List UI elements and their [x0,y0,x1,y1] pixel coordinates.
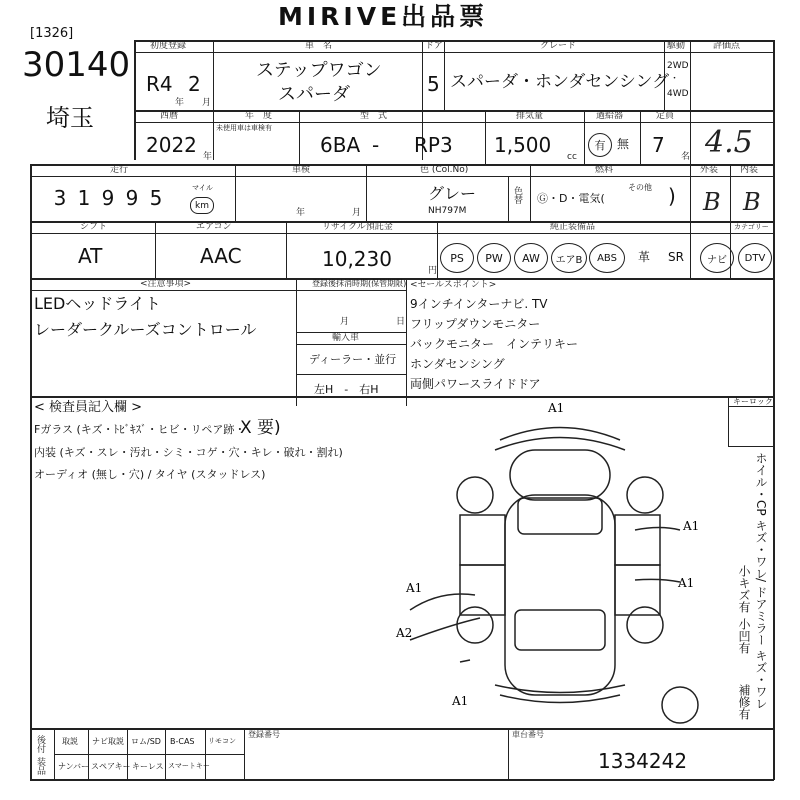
side-note-3: 小キズ有 [737,565,751,613]
hdr-sales: <セールスポイント> [410,280,497,290]
shift: AT [78,244,103,268]
hdr-keylock: キーロック [733,397,773,406]
mark-line [460,660,470,662]
hdr-notes: <注意事項> [140,279,192,289]
mark-line [635,528,680,531]
windshield [518,498,602,534]
color: グレー [428,184,477,203]
accessory-item: B-CAS [170,737,195,746]
mileage-digit: 9 [125,186,139,210]
hdr-recycle: リサイクル預託金 [322,222,393,232]
damage-mark: A1 [683,519,700,533]
interior-grade: B [743,188,761,216]
equip-pw: PW [477,243,511,273]
turbo-yes-circle: 有 [588,133,612,157]
mileage-digit: 3 [53,186,67,210]
equip-dtv: DTV [738,243,772,273]
notes-line2: レーダークルーズコントロール [34,320,257,339]
hdr-interior: 内装 [740,165,759,175]
grade: スパーダ・ホンダセンシング [450,72,670,92]
wheel-right-front [627,477,663,513]
first-reg-year: R4 [146,72,173,96]
mark-line [635,579,680,582]
exterior-grade: B [703,188,721,216]
hdr-inspection: 車検 [292,165,311,175]
sales-point: 両側パワースライドドア [410,377,541,391]
lot-bracket: [1326] [30,26,74,41]
lot-number: 30140 [22,45,131,85]
accessory-item: 取説 [62,737,78,746]
hdr-aircon: エアコン [196,222,232,232]
hdr-year-ad: 西暦 [160,111,179,121]
sales-point: バックモニター インテリキー [410,337,579,351]
hdr-model: 型 式 [360,111,388,121]
aircon: AAC [200,244,242,268]
rear-bumper [500,695,620,703]
doors: 5 [427,72,440,96]
capacity: 7 [652,133,665,157]
year-label: 年 [175,98,185,108]
year-ad: 2022 [146,133,197,157]
fuel-close: ) [668,184,676,208]
hdr-car-name: 車 名 [305,41,333,51]
damage-mark: A1 [678,576,695,590]
car-diagram [396,400,720,730]
hdr-exterior: 外装 [700,165,719,175]
drive-2wd: 2WD [667,61,689,71]
hdr-year-model: 年 度 [245,111,273,121]
yen-label: 円 [428,266,438,276]
accessory-item: ナンバー [58,762,90,771]
hdr-category: カテゴリー [734,223,769,231]
mileage-digits [48,186,168,210]
notes-line1: LEDヘッドライト [34,294,161,313]
sales-point: ホンダセンシング [410,357,505,371]
accessory-item: スペアキー [91,762,131,771]
glass-mark: X 要) [240,418,281,438]
wheel-right-rear [627,607,663,643]
cc-label: cc [567,152,577,162]
sales-point: フリップダウンモニター [410,317,541,331]
fuel-options: Ⓖ・D・電気( [537,192,605,205]
turbo-no: 無 [617,137,630,151]
equip-ps: PS [440,243,474,273]
side-note-2: / ドアミラー キズ・ワレ [754,578,768,710]
reg-month: 月 [340,317,350,327]
first-reg-month: 2 [188,72,201,96]
accessory-item: リモコン [208,737,236,745]
hdr-doors: ドア [425,41,443,51]
hdr-drive: 駆動 [667,41,686,51]
door-left-rear [460,565,505,615]
model-dash: - [372,133,380,157]
hdr-capacity: 定員 [656,111,675,121]
drive-4wd: 4WD [667,89,689,99]
hdr-rating: 評価点 [713,41,741,51]
audio-line: オーディオ (無し・穴) / タイヤ (スタッドレス) [34,468,266,481]
dealer-parallel: ディーラー・並行 [309,353,397,366]
equip-navi: ナビ [700,243,734,273]
side-note-1: ホイル・CP キズ・ワレ [754,452,768,580]
damage-mark: A1 [406,581,423,595]
color-code: NH797M [428,206,467,216]
hdr-displacement: 排気量 [516,111,544,121]
displacement: 1,500 [494,133,552,157]
front-bumper [495,438,625,451]
side-note-5: 補修有 [737,684,751,720]
accessory-item: キーレス [132,762,164,771]
chassis-number: 1334242 [598,749,688,773]
car-name-line2: スパーダ [278,84,350,105]
equip-airbag: エアB [551,243,587,273]
model-code: RP3 [414,133,453,157]
rear-window [515,610,605,650]
year-ad-suffix: 年 [203,152,213,162]
hdr-shift: シフト [80,222,108,232]
unit-mile: マイル [192,184,213,192]
accessory-item: ロム/SD [131,737,161,746]
hdr-color: 色 (Col.No) [420,165,469,175]
month-label: 月 [202,98,212,108]
mark-line [410,618,480,640]
interior-line: 内装 (キズ・スレ・汚れ・シミ・コゲ・穴・キレ・破れ・割れ) [34,446,343,459]
accessory-item: スマートキー [168,762,210,770]
damage-mark: A1 [452,694,469,708]
accessory-item: ナビ取説 [92,737,124,746]
car-name-line1: ステップワゴン [256,60,382,81]
equip-abs: ABS [589,243,625,273]
hdr-mileage: 走行 [110,165,129,175]
damage-mark: A2 [396,626,413,640]
hdr-reg-date: 登録後抹消時期(保管期限) [312,279,407,288]
color-change-label: 色替 [512,186,522,204]
unit-km-circle: km [190,197,214,214]
door-right-rear [615,565,660,615]
equip-aw: AW [514,243,548,273]
damage-mark: A1 [548,401,565,415]
glass-line: Fガラス (キズ・ﾄﾋﾞｷｽﾞ・ヒビ・リペア跡・ [34,423,246,436]
model-prefix: 6BA [320,133,361,157]
rating-handwritten: 4.5 [705,125,753,160]
note-unregistered: 未使用車は車検有 [216,124,272,132]
inspection-year-label: 年 [296,208,306,218]
side-note-4: 小凹有 [737,618,751,654]
mileage-digit: 5 [149,186,163,210]
fuel-other: その他 [628,183,652,192]
inspection-month-label: 月 [352,208,362,218]
sheet-title: MIRIVE出品票 [278,2,489,31]
hdr-import: 輸入車 [332,333,360,343]
equip-leather: 革 [638,250,651,264]
door-right-front [615,515,660,565]
wheel-left-rear [457,607,493,643]
hdr-equipment: 純正装備品 [550,222,596,232]
hdr-turbo: 過給器 [596,111,624,121]
drive-dot: ・ [670,74,680,84]
hdr-first-reg: 初度登録 [150,41,187,51]
cabin [505,495,615,695]
capacity-suffix: 名 [681,152,691,162]
mark-line [410,594,475,610]
hdr-fuel: 燃料 [595,165,614,175]
reg-day: 日 [396,317,406,327]
hdr-inspection-notes: < 検査員記入欄 > [34,400,143,415]
hdr-chassis: 車台番号 [512,730,544,739]
door-left-front [460,515,505,565]
sales-point: 9インチインターナビ. TV [410,297,548,311]
mileage-digit: 1 [77,186,91,210]
hdr-recall: 後付 [35,735,45,753]
hood [510,450,610,500]
mileage-digit: 9 [101,186,115,210]
spare-wheel [662,687,698,723]
hdr-grade: グレード [540,41,577,51]
recycle: 10,230 [322,247,392,271]
region: 埼玉 [46,104,94,132]
wheel-left-front [457,477,493,513]
handle-side: 左H - 右H [314,383,379,396]
hdr-recall2: 装品 [35,757,45,775]
hdr-reg-no: 登録番号 [248,730,280,739]
equip-sr: SR [668,250,684,264]
